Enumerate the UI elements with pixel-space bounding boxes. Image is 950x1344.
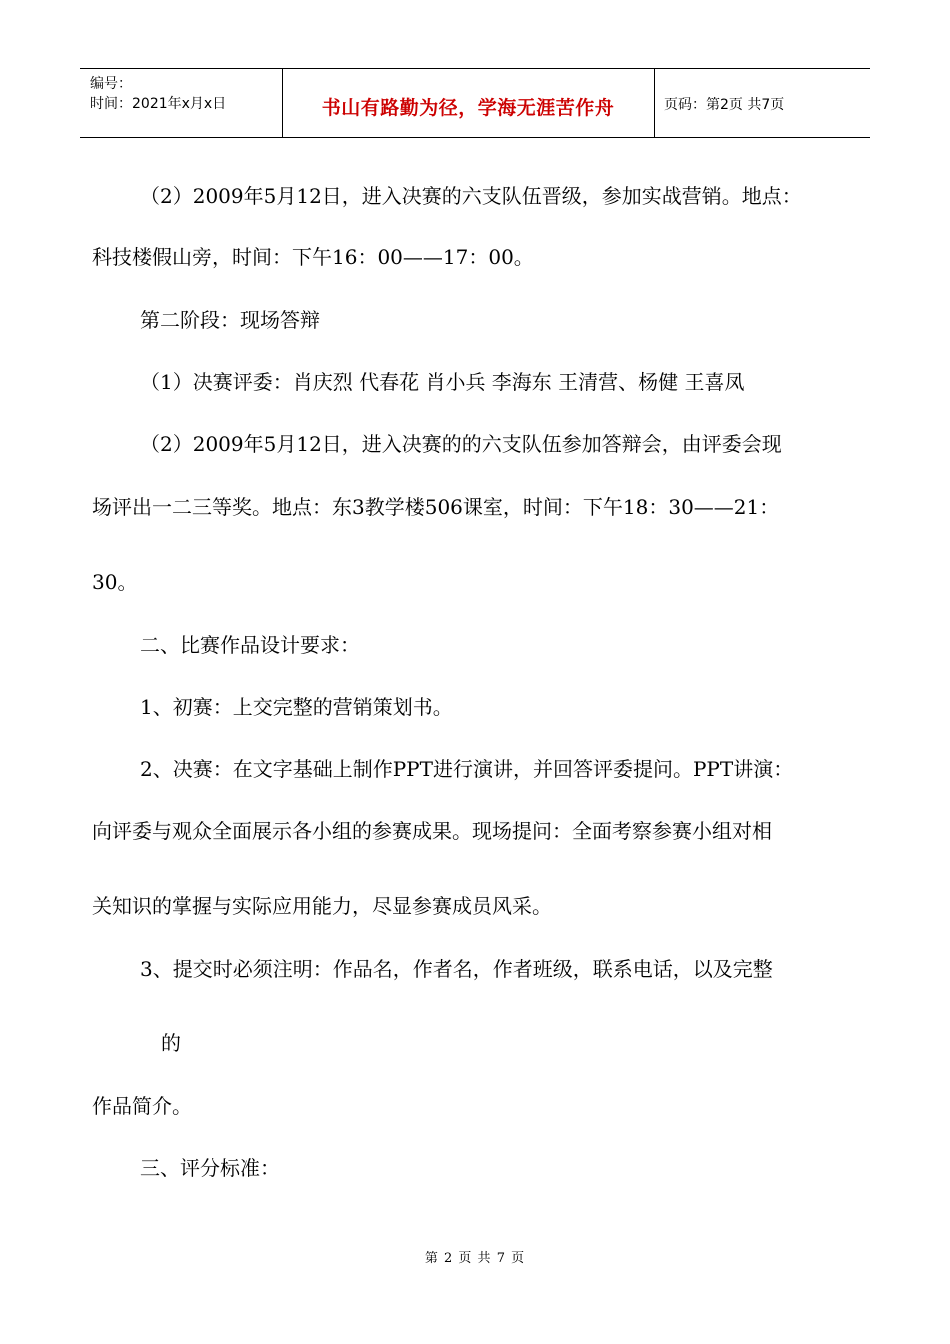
document-number-label: 编号： [90, 76, 132, 92]
body-line: 3、提交时必须注明：作品名，作者名，作者班级，联系电话，以及完整 [140, 957, 773, 981]
header-motto-cell [282, 69, 655, 137]
body-line: 作品简介。 [92, 1094, 192, 1118]
body-line: 科技楼假山旁，时间：下午16：00——17：00。 [92, 245, 534, 269]
section-heading: 二、比赛作品设计要求： [140, 633, 360, 657]
body-line: 向评委与观众全面展示各小组的参赛成果。现场提问：全面考察参赛小组对相 [92, 819, 772, 843]
page-footer: 第 2 页 共 7 页 [424, 1251, 526, 1266]
body-line: （2）2009年5月12日，进入决赛的六支队伍晋级，参加实战营销。地点： [140, 184, 802, 208]
body-line: （1）决赛评委：肖庆烈 代春花 肖小兵 李海东 王清营、杨健 王喜凤 [140, 370, 745, 394]
body-line: 关知识的掌握与实际应用能力，尽显参赛成员风采。 [92, 894, 552, 918]
header-page-code: 页码：第2页 共7页 [664, 97, 785, 113]
body-line: 1、初赛：上交完整的营销策划书。 [140, 695, 453, 719]
body-line: 2、决赛：在文字基础上制作PPT进行演讲，并回答评委提问。PPT讲演： [140, 757, 794, 781]
document-time-label: 时间：2021年x月x日 [90, 96, 227, 112]
header-page-cell [654, 69, 870, 137]
section-heading: 三、评分标准： [140, 1156, 280, 1180]
body-line: 的 [161, 1031, 181, 1055]
body-line: （2）2009年5月12日，进入决赛的的六支队伍参加答辩会，由评委会现 [140, 432, 782, 456]
section-heading: 第二阶段：现场答辩 [140, 308, 320, 332]
body-line: 场评出一二三等奖。地点：东3教学楼506课室，时间：下午18：30——21： [92, 495, 780, 519]
header-meta-cell [80, 69, 283, 137]
page-header [80, 68, 870, 138]
header-motto: 书山有路勤为径，学海无涯苦作舟 [321, 97, 615, 119]
body-line: 30。 [92, 570, 138, 594]
